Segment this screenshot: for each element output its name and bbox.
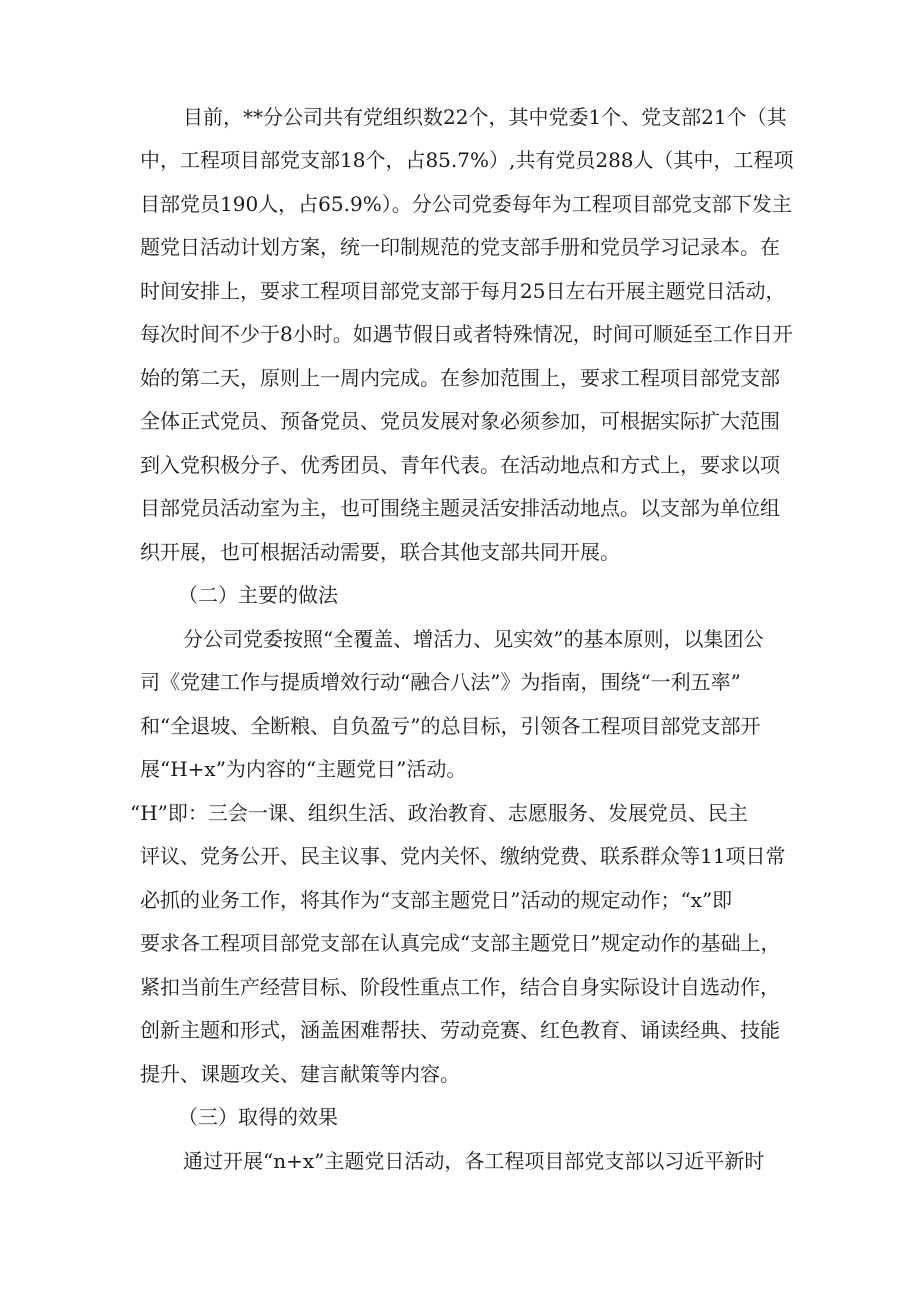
paragraph-line: 必抓的业务工作，将其作为“支部主题党日”活动的规定动作；“x”即 bbox=[140, 888, 733, 912]
paragraph-line: 题党日活动计划方案，统一印制规范的党支部手册和党员学习记录本。在 bbox=[140, 235, 780, 259]
paragraph-line: 紧扣当前生产经营目标、阶段性重点工作，结合自身实际设计自选动作， bbox=[140, 975, 780, 999]
paragraph-line: 时间安排上，要求工程项目部党支部于每月25日左右开展主题党日活动， bbox=[140, 279, 786, 303]
paragraph-line: 始的第二天，原则上一周内完成。在参加范围上，要求工程项目部党支部 bbox=[140, 366, 780, 390]
paragraph-line: 织开展，也可根据活动需要，联合其他支部共同开展。 bbox=[140, 540, 620, 564]
paragraph-line: 分公司党委按照“全覆盖、增活力、见实效”的基本原则，以集团公 bbox=[183, 627, 764, 651]
paragraph-line: 每次时间不少于8小时。如遇节假日或者特殊情况，时间可顺延至工作日开 bbox=[140, 322, 793, 346]
paragraph-line: 提升、课题攻关、建言献策等内容。 bbox=[140, 1062, 460, 1086]
paragraph-line: “H”即：三会一课、组织生活、政治教育、志愿服务、发展党员、民主 bbox=[130, 801, 748, 825]
paragraph-line: 要求各工程项目部党支部在认真完成“支部主题党日”规定动作的基础上， bbox=[140, 931, 781, 955]
section-heading: （三）取得的效果 bbox=[178, 1105, 338, 1129]
paragraph-line: 创新主题和形式，涵盖困难帮扶、劳动竞赛、红色教育、诵读经典、技能 bbox=[140, 1018, 780, 1042]
paragraph-line: 到入党积极分子、优秀团员、青年代表。在活动地点和方式上，要求以项 bbox=[140, 453, 780, 477]
paragraph-line: 和“全退坡、全断粮、自负盈亏”的总目标，引领各工程项目部党支部开 bbox=[140, 714, 761, 738]
paragraph-line: 展“H+x”为内容的“主题党日”活动。 bbox=[140, 757, 467, 781]
section-heading: （二）主要的做法 bbox=[178, 583, 338, 607]
paragraph-line: 司《党建工作与提质增效行动“融合八法”》为指南，围绕“一利五率” bbox=[140, 670, 741, 694]
paragraph-line: 中，工程项目部党支部18个，占85.7%）,共有党员288人（其中，工程项 bbox=[140, 148, 794, 172]
paragraph-line: 通过开展“n+x”主题党日活动，各工程项目部党支部以习近平新时 bbox=[183, 1149, 765, 1173]
paragraph-line: 全体正式党员、预备党员、党员发展对象必须参加，可根据实际扩大范围 bbox=[140, 409, 780, 433]
paragraph-line: 评议、党务公开、民主议事、党内关怀、缴纳党费、联系群众等11项日常 bbox=[140, 844, 786, 868]
paragraph-line: 目前，**分公司共有党组织数22个，其中党委1个、党支部21个（其 bbox=[183, 105, 787, 129]
paragraph-line: 目部党员190人，占65.9%）。分公司党委每年为工程项目部党支部下发主 bbox=[140, 192, 792, 216]
paragraph-line: 目部党员活动室为主，也可围绕主题灵活安排活动地点。以支部为单位组 bbox=[140, 496, 780, 520]
